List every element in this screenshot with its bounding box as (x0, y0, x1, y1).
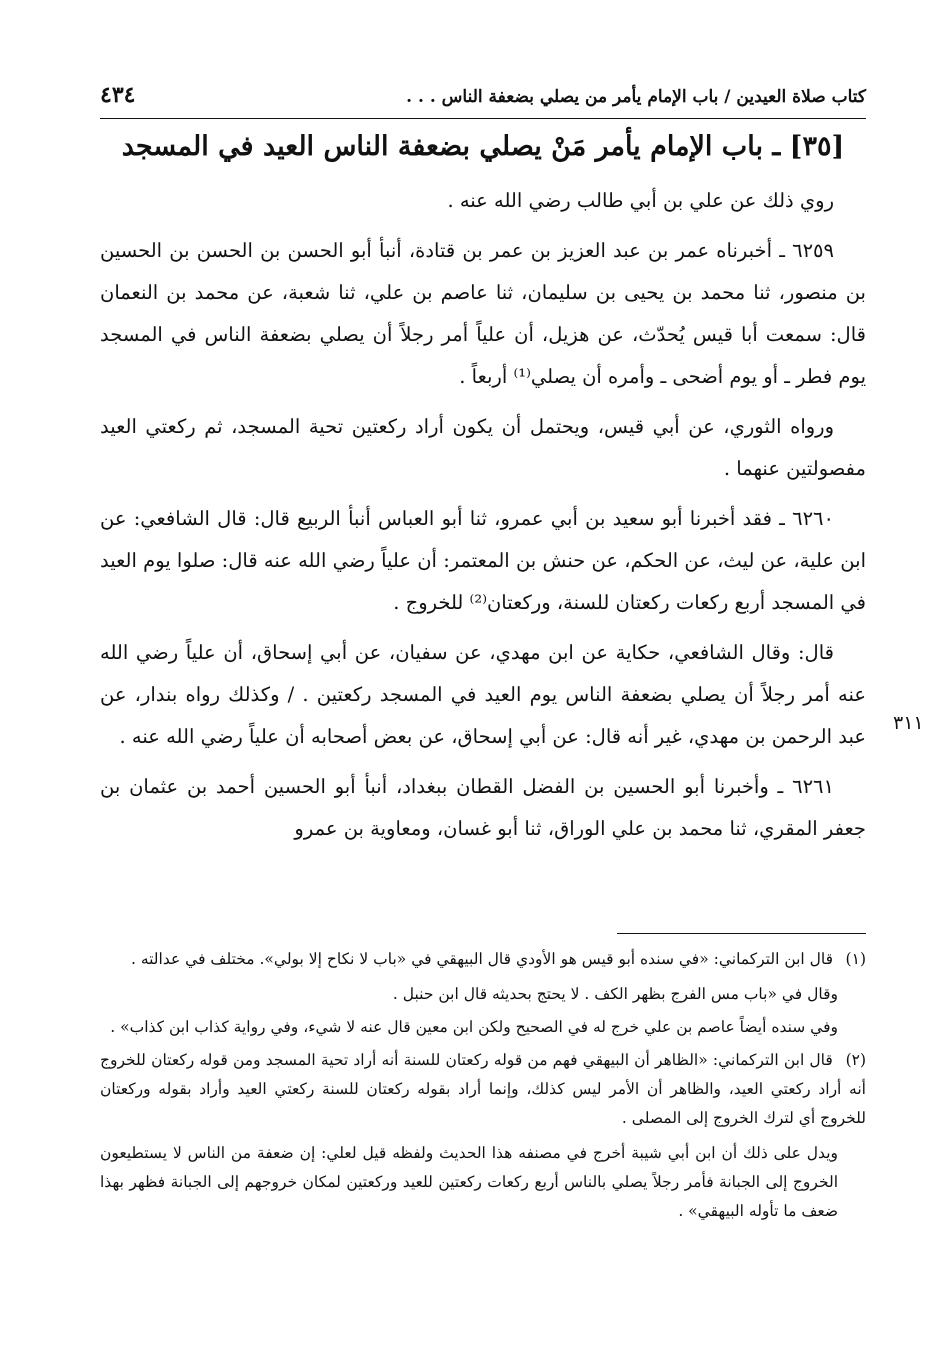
footnote-text: قال ابن التركماني: «في سنده أبو قيس هو الأودي قال البيهقي في «باب لا نكاح إلا بولي». مختلف في عدالته . (130, 950, 834, 968)
paragraph-hadith-6259: ٦٢٥٩ ـ أخبرناه عمر بن عبد العزيز بن عمر بن قتادة، أنبأ أبو الحسن بن الحسن بن الحسين بن منصور، ثنا محمد بن يحيى بن سليمان، ثنا عاصم بن علي، ثنا شعبة، عن محمد بن النعمان قال: سمعت أبا قيس يُحدّث، عن هزيل، أن علياً أمر رجلاً أن يصلي بضعفة الناس في المسجد يوم فطر ـ أو يوم أضحى ـ وأمره أن يصلي⁽¹⁾ أربعاً . (100, 239, 866, 388)
footnote-number: (٢) (845, 1051, 867, 1069)
footnote-number: (١) (845, 950, 866, 968)
footnote-1-continuation: وقال في «باب مس الفرج بظهر الكف . لا يحتج بحديثه قال ابن حنبل . (392, 985, 838, 1003)
page-number: ٤٣٤ (100, 82, 136, 108)
paragraph-hadith-6261: ٦٢٦١ ـ وأخبرنا أبو الحسين بن الفضل القطان ببغداد، أنبأ أبو الحسين أحمد بن عثمان بن جعفر المقري، ثنا محمد بن علي الوراق، ثنا أبو غسان، ومعاوية بن عمرو (100, 775, 866, 840)
chapter-title: [٣٥] ـ باب الإمام يأمر مَنْ يصلي بضعفة الناس العيد في المسجد (121, 131, 845, 162)
paragraph-narration: روي ذلك عن علي بن أبي طالب رضي الله عنه . (447, 189, 834, 212)
page-body (100, 82, 866, 858)
running-header (100, 82, 866, 119)
running-title: كتاب صلاة العيدين / باب الإمام يأمر من يصلي بضعفة الناس . . . (406, 87, 866, 107)
footnote-text: قال ابن التركماني: «الظاهر أن البيهقي فهم من قوله ركعتان للسنة أنه أراد تحية المسجد ومن قوله ركعتان للخروج أنه أراد ركعتي العيد، والظاهر أن الأمر ليس كذلك، وإنما أراد بقوله ركعتان للسنة ركعتي العيد وأراد بقوله وركعتان للخروج أي لترك الخروج إلى المصلى . (100, 1051, 866, 1127)
footnote-2-continuation: ويدل على ذلك أن ابن أبي شيبة أخرج في مصنفه هذا الحديث ولفظه قيل لعلي: إن ضعفة من الناس لا يستطيعون الخروج إلى الجبانة فأمر رجلاً يصلي بالناس أربع ركعات ركعتين للعيد وركعتين لمكان خروجهم إلى الجبانة فظهر بهذا ضعف ما تأوله البيهقي» . (100, 1144, 838, 1220)
footnotes (100, 945, 866, 1230)
paragraph-hadith-6260: ٦٢٦٠ ـ فقد أخبرنا أبو سعيد بن أبي عمرو، ثنا أبو العباس أنبأ الربيع قال: قال الشافعي: عن ابن علية، عن ليث، عن الحكم، عن حنش بن المعتمر: أن علياً رضي الله عنه قال: صلوا يوم العيد في المسجد أربع ركعات ركعتان للسنة، وركعتان⁽²⁾ للخروج . (100, 507, 866, 614)
footnote-1-continuation: وفي سنده أيضاً عاصم بن علي خرج له في الصحيح ولكن ابن معين قال عنه لا شيء، وفي رواية كذاب ابن كذاب» . (110, 1018, 838, 1036)
footnote-1 (100, 945, 866, 974)
paragraph-shafii: قال: وقال الشافعي، حكاية عن ابن مهدي، عن سفيان، عن أبي إسحاق، أن علياً رضي الله عنه أمر رجلاً أن يصلي بضعفة الناس يوم العيد في المسجد ركعتين . / وكذلك رواه بندار، عن عبد الرحمن بن مهدي، غير أنه قال: عن أبي إسحاق، عن بعض أصحابه أن علياً رضي الله عنه . (100, 641, 866, 748)
paragraph-thawri: ورواه الثوري، عن أبي قيس، ويحتمل أن يكون أراد ركعتين تحية المسجد، ثم ركعتي العيد مفصولتين عنهما . (100, 415, 866, 480)
footnote-2 (100, 1046, 866, 1133)
footnote-divider (617, 933, 866, 934)
margin-folio-number: ٣١١ (893, 712, 924, 734)
